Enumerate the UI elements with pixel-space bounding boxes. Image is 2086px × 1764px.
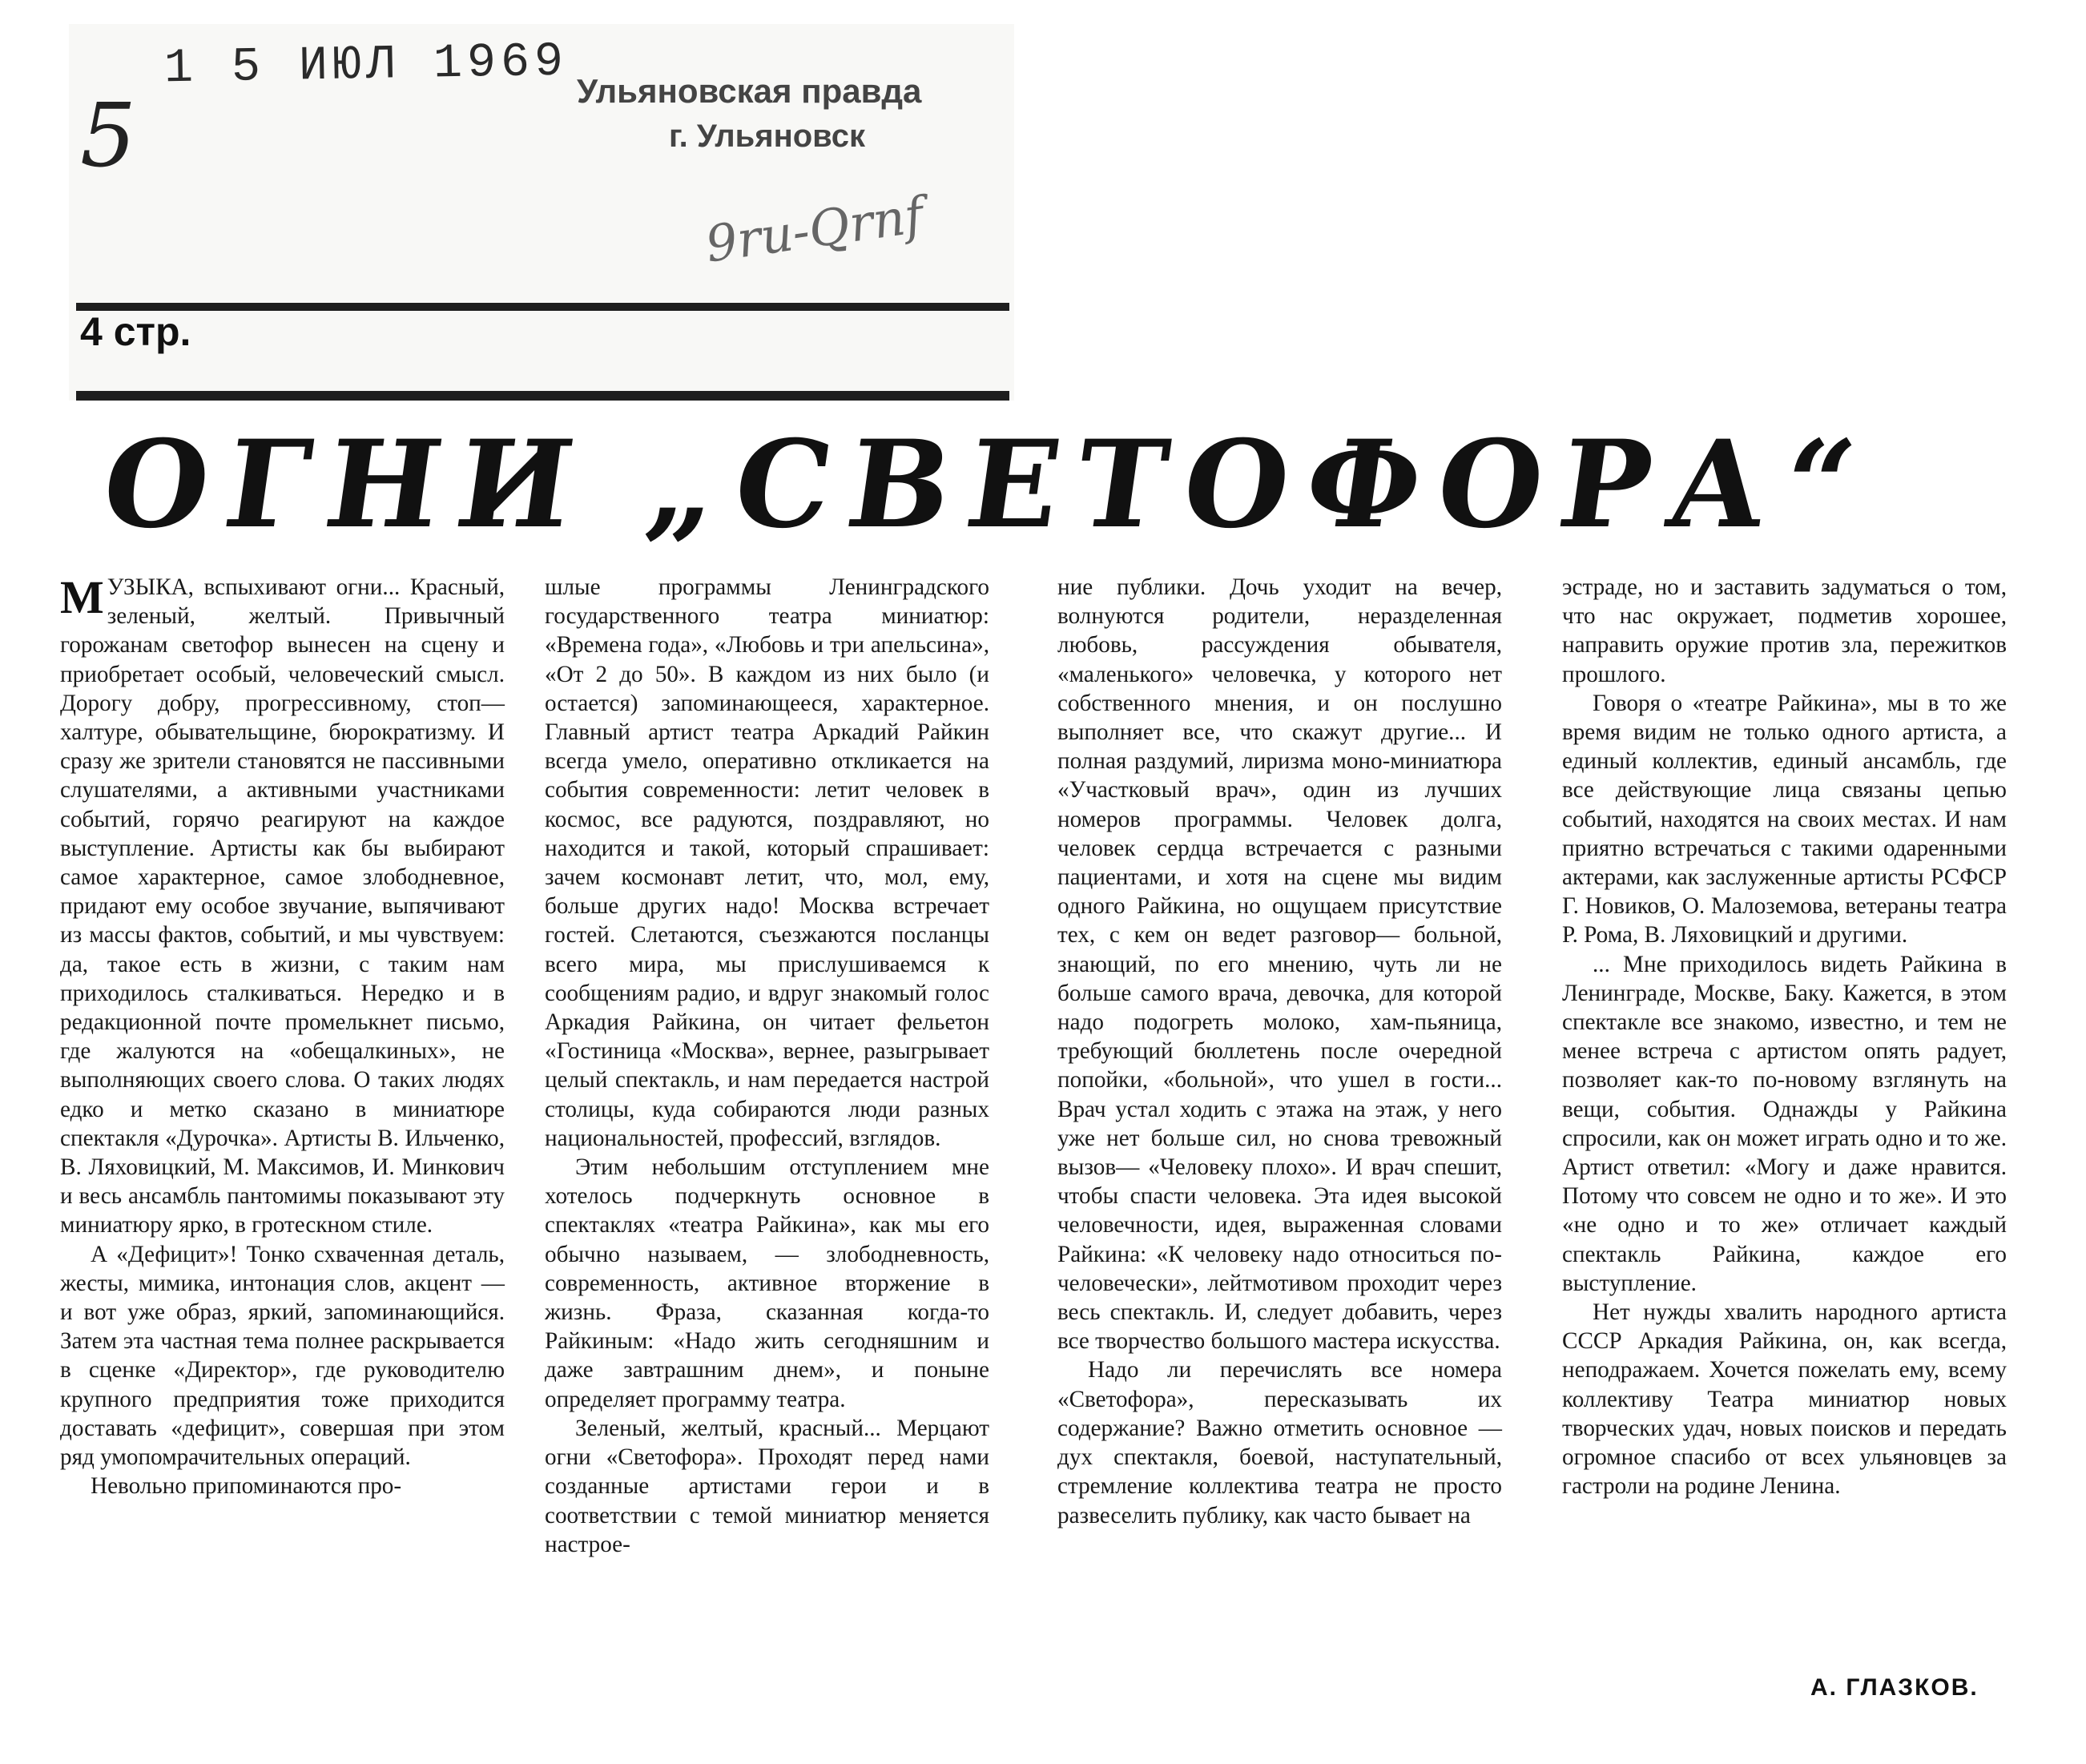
drop-cap: М [60,571,104,623]
paragraph: Говоря о «театре Райкина», мы в то же время видим не только одного артиста, а единый коллектив, единый ансамбль, где все действующие лица связаны цепью событий, находятся на своих местах. И нам приятно встречаться с такими одаренными актерами, как заслуженные артисты РСФСР Г. Новиков, О. Малоземова, ветераны театра Р. Рома, В. Ляховицкий и другими. [1562,690,2007,948]
paragraph [60,573,505,1240]
top-rule [76,303,1009,311]
handwritten-note: 9ru-Qrnf [702,185,928,274]
newspaper-name-stamp: Ульяновская правда [577,72,922,110]
date-stamp: 1 5 ИЮЛ 1969 [163,34,569,97]
article-column-2 [545,573,989,1559]
article-column-4 [1562,573,2007,1501]
author-byline: А. ГЛАЗКОВ. [1810,1674,1979,1701]
article-body [60,573,2007,1694]
paragraph: ние публики. Дочь уходит на вечер, волнуются родители, неразделенная любовь, рассуждения обывателя, «маленького» человечка, у которого нет собственного мнения, и он послушно выполняет все, что скажут другие... И полная раздумий, лиризма моно-миниатюра «Участковый врач», один из лучших номеров программы. Человек долга, человек сердца встречается с разными пациентами, и хотя на сцене мы видим одного Райкина, но ощущаем присутствие тех, с кем он ведет разговор— больной, знающий, по его мнению, чуть ли не больше самого врача, девочка, для которой надо подогреть молоко, хам-пьяница, требующий бюллетень после очередной попойки, «больной», что ушел в гости... Врач устал ходить с этажа на этаж, у него уже нет больше сил, но снова тревожный вызов— «Человеку плохо». И врач спешит, чтобы спасти человека. Эта идея высокой человечности, идея, выраженная словами Райкина: «К человеку надо относиться по-человечески», лейтмотивом проходит через весь спектакль. И, следует добавить, через все творчество большого мастера искусства. [1057,574,1502,1355]
paragraph: шлые программы Ленинградского государственного театра миниатюр: «Времена года», «Любовь и три апельсина», «От 2 до 50». В каждом из них было (и остается) запоминающееся, характерное. Главный артист театра Аркадий Райкин всегда умело, оперативно откликается на события современности: летит человек в космос, все радуются, поздравляют, но находится и такой, который спрашивает: зачем космонавт летит, что, мол, ему, больше других надо! Москва встречает гостей. Слетаются, съезжаются посланцы всего мира, мы прислушиваемся к сообщениям радио, и вдруг знакомый голос Аркадия Райкина, он читает фельетон «Гостиница «Москва», вернее, разыгрывает целый спектакль, и нам передается настрой столицы, куда собираются люди разных национальностей, профессий, взглядов. [545,574,989,1151]
paragraph: Нет нужды хвалить народного артиста СССР Аркадия Райкина, он, как всегда, неподражаем. Хочется пожелать ему, всему коллективу Театра миниатюр новых творческих удач, новых поисков и передать огромное спасибо от всех ульяновцев за гастроли на родине Ленина. [1562,1299,2007,1500]
article-headline: ОГНИ „СВЕТОФОРА“ [94,414,1881,555]
paragraph: Зеленый, желтый, красный... Мерцают огни «Светофора». Проходят перед нами созданные артистами герои и в соответствии с темой миниатюр меняется настрое- [545,1415,989,1557]
paragraph: эстраде, но и заставить задуматься о том, что нас окружает, подметив хорошее, направить оружие против зла, пережитков прошлого. [1562,574,2007,687]
margin-number: 5 [80,84,136,187]
paragraph: Этим небольшим отступлением мне хотелось подчеркнуть основное в спектаклях «театра Райкина», как мы его обычно называем, — злободневность, современность, активное вторжение в жизнь. Фраза, сказанная когда-то Райкиным: «Надо жить сегодняшним и даже завтрашним днем», и поныне определяет программу театра. [545,1154,989,1412]
article-column-3 [1057,573,1502,1530]
newspaper-city-stamp: г. Ульяновск [669,119,866,154]
paragraph: Надо ли перечислять все номера «Светофора», пересказывать их содержание? Важно отметить основное — дух спектакля, боевой, наступательный, стремление коллектива театра не просто развеселить публику, как часто бывает на [1057,1357,1502,1528]
paragraph: Невольно припоминаются про- [91,1473,402,1500]
page-label: 4 стр. [80,309,191,354]
paragraph-text: УЗЫКА, вспыхивают огни... Красный, зеленый, желтый. Привычный горожанам светофор вынесен на сцену и приобретает особый, человеческий смысл. Дорогу добру, прогрессивному, стоп—халтуре, обывательщине, бюрократизму. И сразу же зрители становятся не пассивными слушателями, а активными участниками событий, горячо реагируют на каждое выступление. Артисты как бы выбирают самое характерное, самое злободневное, придают ему особое звучание, выпячивают из массы фактов, событий, и мы чувствуем: да, такое есть в жизни, с таким нам приходилось сталкиваться. Нередко и в редакционной почте промелькнет письмо, где жалуются на «обещалкиных», не выполняющих своего слова. О таких людях едко и метко сказано в миниатюре спектакля «Дурочка». Артисты В. Ильченко, В. Ляховицкий, М. Максимов, И. Минкович и весь ансамбль пантомимы показывают эту миниатюру ярко, в гротескном стиле. [60,574,505,1238]
paragraph: ... Мне приходилось видеть Райкина в Ленинграде, Москве, Баку. Кажется, в этом спектакле все знакомо, известно, и тем не менее встреча с артистом опять радует, позволяет как-то по-новому взглянуть на вещи, события. Однажды у Райкина спросили, как он может играть одно и то же. Артист ответил: «Могу и даже нравится. Потому что совсем не одно и то же». И это «не одно и то же» отличает каждый спектакль Райкина, каждое его выступление. [1562,951,2007,1296]
header-rule [76,391,1009,401]
article-column-1 [60,573,505,1501]
paragraph: А «Дефицит»! Тонко схваченная деталь, жесты, мимика, интонация слов, акцент — и вот уже образ, яркий, запоминающийся. Затем эта частная тема полнее раскрывается в сценке «Директор», где руководителю крупного предприятия тоже приходится доставать «дефицит», совершая при этом ряд умопомрачительных операций. [60,1241,505,1471]
